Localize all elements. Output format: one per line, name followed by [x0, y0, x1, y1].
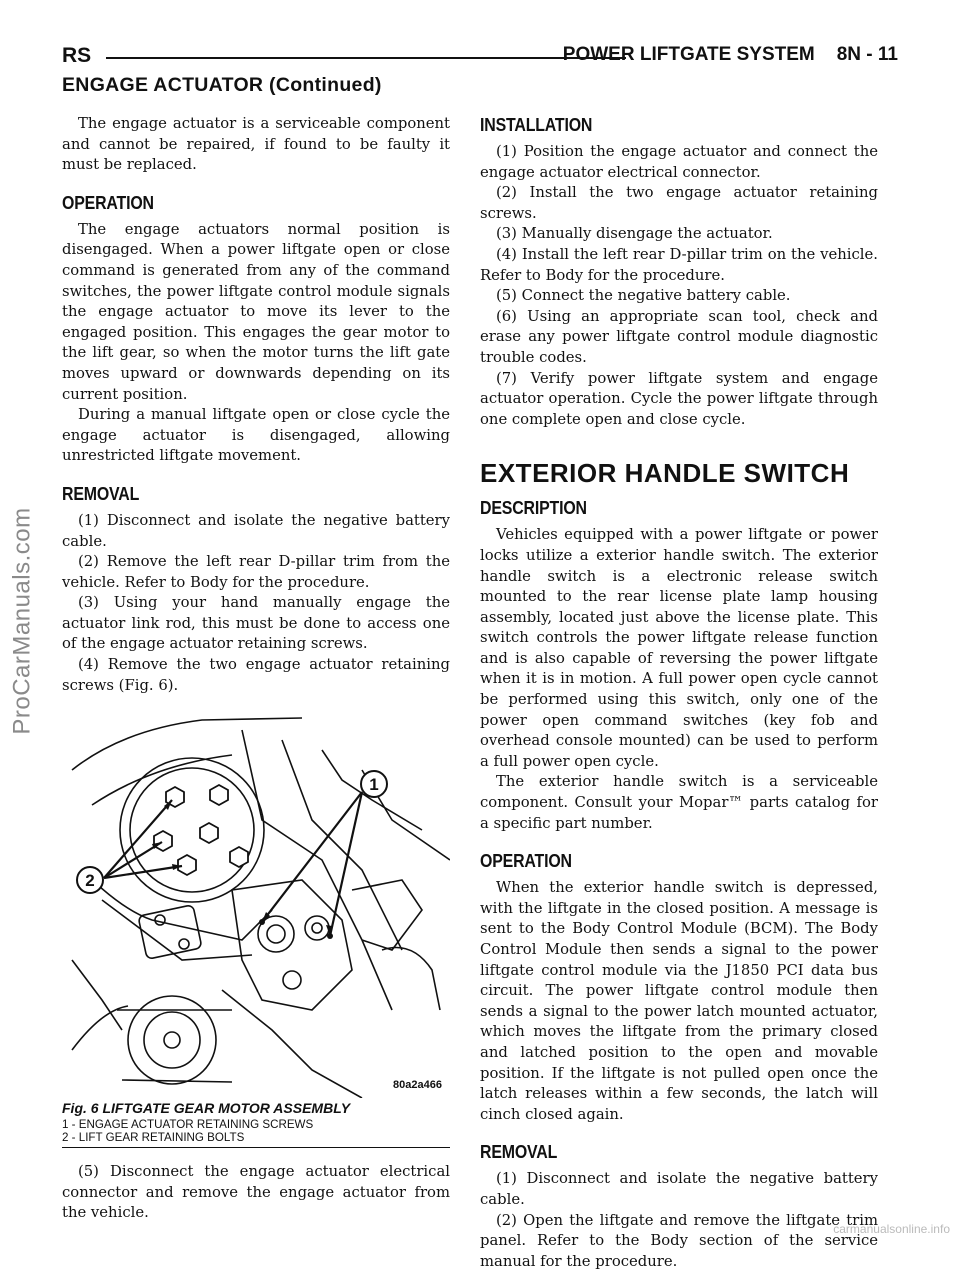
installation-step: (1) Position the engage actuator and connect the engage actuator electrical connector.	[480, 143, 878, 181]
removal-step: (3) Using your hand manually engage the actuator link rod, this must be done to access one of the engage actuator retaining screws.	[62, 594, 450, 653]
header-rule	[106, 57, 626, 59]
gear-motor-illustration	[62, 710, 450, 1098]
figure-rule	[62, 1147, 450, 1148]
right-column	[480, 114, 878, 1272]
installation-step: (3) Manually disengage the actuator.	[496, 225, 773, 243]
removal-step: (1) Disconnect and isolate the negative battery cable.	[480, 1170, 878, 1208]
description-heading: DESCRIPTION	[480, 497, 587, 519]
header-right	[563, 44, 898, 66]
callout-1: 1	[369, 775, 379, 795]
description-paragraph-1: Vehicles equipped with a power liftgate or power locks utilize a exterior handle switch. The exterior handle switch is a electronic release switch mounted to the rear license plate lamp housing assembly, located just above the license plate. This switch controls the power liftgate release function and is also capable of reversing the power liftgate when it is in motion. A full power open cycle cannot be performed using this switch, only one of the power open command switches (key fob and overhead console mounted) can be used to perform a full power open cycle.	[480, 526, 878, 770]
callout-2: 2	[85, 871, 95, 891]
section-continued: ENGAGE ACTUATOR (Continued)	[62, 74, 382, 96]
operation-paragraph-2: During a manual liftgate open or close cycle the engage actuator is disengaged, allowing unrestricted liftgate movement.	[62, 406, 450, 465]
installation-step: (4) Install the left rear D-pillar trim on the vehicle. Refer to Body for the procedure.	[480, 245, 878, 284]
removal-step: (1) Disconnect and isolate the negative battery cable.	[62, 511, 450, 550]
header-title: POWER LIFTGATE SYSTEM	[562, 44, 815, 65]
page-number: 8N - 11	[836, 44, 898, 65]
figure-legend-item: 2 - LIFT GEAR RETAINING BOLTS	[62, 1131, 245, 1145]
figure-legend-item: 1 - ENGAGE ACTUATOR RETAINING SCREWS	[62, 1118, 314, 1132]
operation-paragraph: When the exterior handle switch is depressed, with the liftgate in the closed position. A message is sent to the Body Control Module (BCM). The Body Control Module then sends a signal to the power liftgate control module via the J1850 PCI data bus circuit. The power liftgate control module then sends a signal to the power latch mounted actuator, which moves the liftgate from the primary closed and latched position to the open and movable position. If the liftgate is not pulled open once the latch releases within a few seconds, the latch will cinch closed again.	[480, 879, 878, 1123]
intro-paragraph: The engage actuator is a serviceable component and cannot be repaired, if found to be faulty it must be replaced.	[62, 115, 450, 174]
installation-heading: INSTALLATION	[480, 114, 593, 135]
description-paragraph-2: The exterior handle switch is a serviceable component. Consult your Mopar™ parts catalog for a specific part number.	[480, 773, 878, 832]
removal-step: (2) Open the liftgate and remove the liftgate trim panel. Refer to the Body section of the service manual for the procedure.	[480, 1211, 878, 1270]
removal-heading: REMOVAL	[480, 1141, 558, 1163]
figure-liftgate-gear-motor	[62, 710, 450, 1098]
figure-title: Fig. 6 LIFTGATE GEAR MOTOR ASSEMBLY	[62, 1100, 351, 1117]
installation-step: (7) Verify power liftgate system and engage actuator operation. Cycle the power liftgate through one complete open and close cycle.	[480, 369, 878, 428]
operation-paragraph-1: The engage actuators normal position is disengaged. When a power liftgate open or close command is generated from any of the command switches, the power liftgate control module signals the engage actuator to move its lever to the engaged position. This engages the gear motor to the lift gear, so when the motor turns the lift gate moves upward or downwards depending on its current position.	[62, 220, 450, 403]
installation-step: (5) Connect the negative battery cable.	[496, 287, 791, 305]
header-left: RS	[62, 44, 92, 67]
section-title: EXTERIOR HANDLE SWITCH	[480, 458, 850, 489]
footer-watermark: carmanualsonline.info	[833, 1222, 950, 1236]
operation-heading: OPERATION	[62, 191, 154, 213]
installation-step: (6) Using an appropriate scan tool, check and erase any power liftgate control module diagnostic trouble codes.	[480, 307, 878, 366]
removal-step: (5) Disconnect the engage actuator electrical connector and remove the engage actuator from the vehicle.	[62, 1163, 450, 1222]
removal-heading: REMOVAL	[62, 482, 140, 504]
watermark: ProCarManuals.com	[9, 507, 36, 735]
removal-step: (2) Remove the left rear D-pillar trim from the vehicle. Refer to Body for the procedure.	[62, 553, 450, 591]
installation-step: (2) Install the two engage actuator retaining screws.	[480, 184, 878, 222]
left-column	[62, 114, 450, 1224]
operation-heading: OPERATION	[480, 850, 572, 872]
figure-code: 80a2a466	[393, 1079, 442, 1092]
removal-step: (4) Remove the two engage actuator retaining screws (Fig. 6).	[62, 656, 450, 694]
